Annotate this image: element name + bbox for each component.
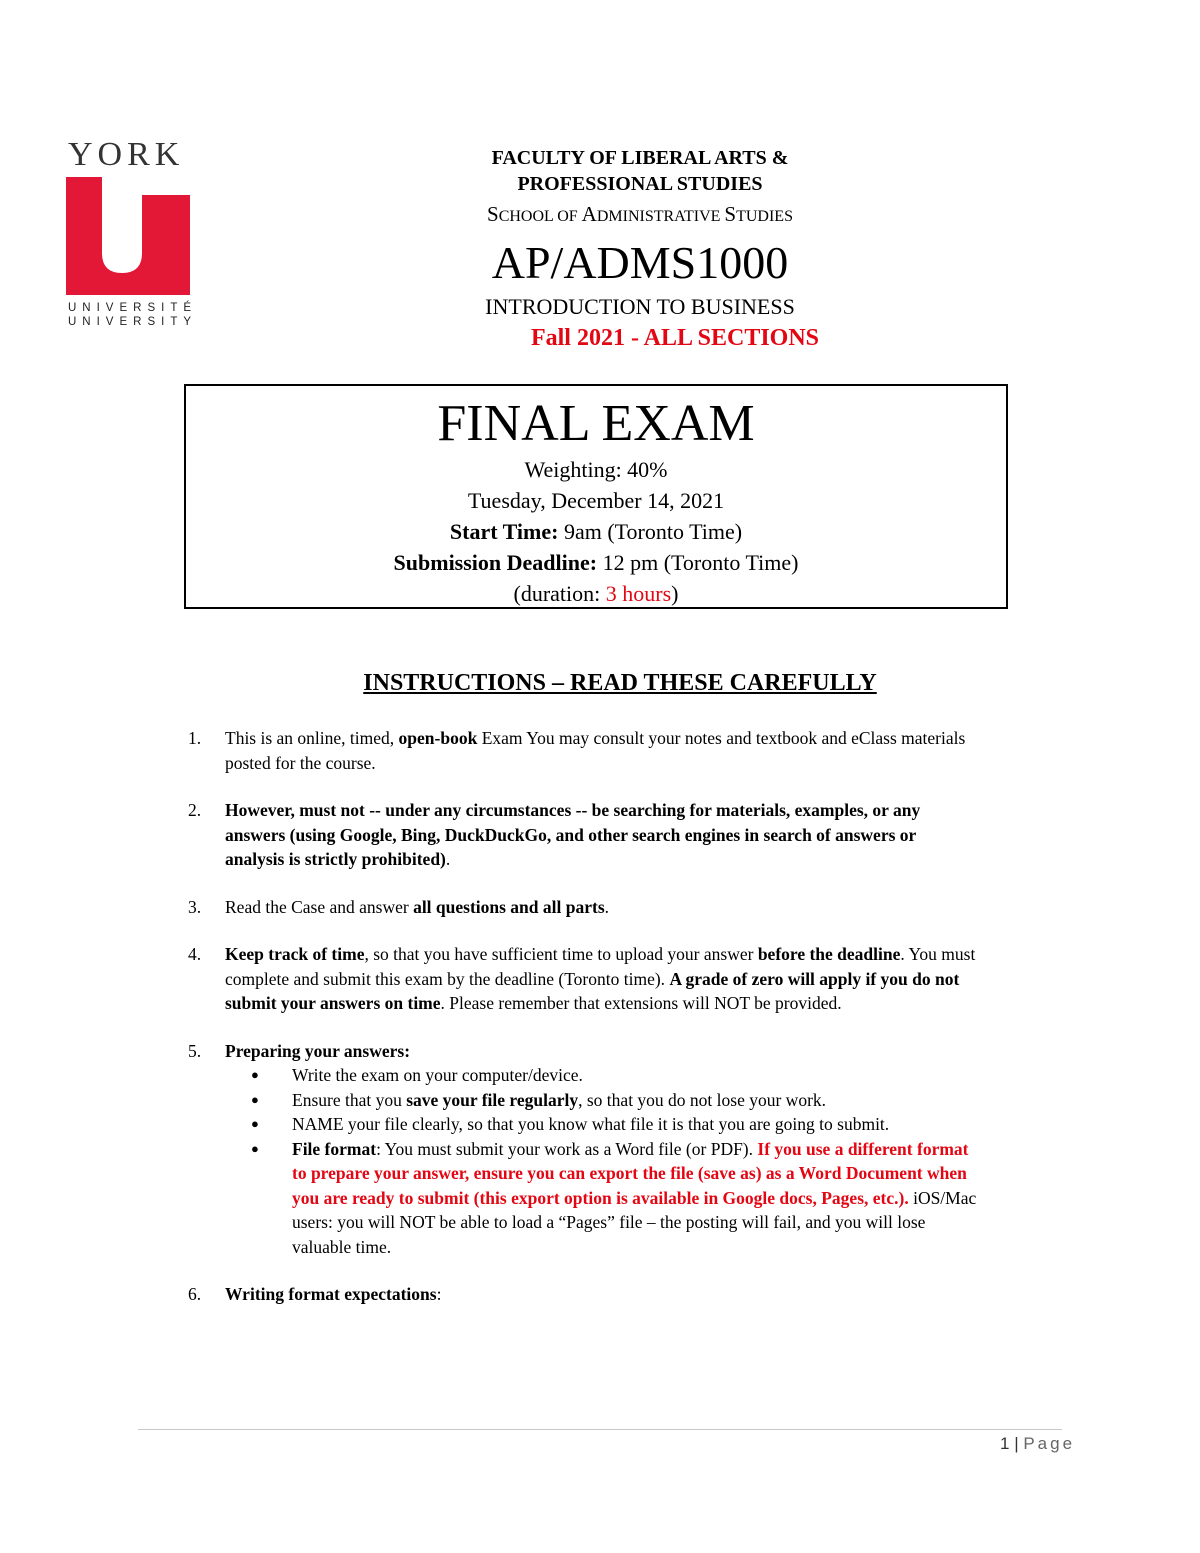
duration-value: 3 hours	[605, 581, 672, 606]
item-number: 2.	[188, 800, 202, 820]
term-label: Fall 2021 - ALL SECTIONS	[530, 325, 820, 351]
exam-info-box	[184, 384, 1008, 609]
school-small-caps-3: TUDIES	[736, 208, 793, 225]
bullet-bold: save your file regularly	[406, 1089, 579, 1110]
bullet-icon: ●	[251, 1067, 259, 1082]
page-label: Page	[1023, 1434, 1076, 1453]
item-number: 6.	[188, 1284, 202, 1304]
bullet-icon: ●	[251, 1116, 259, 1131]
bullet-item	[225, 1112, 978, 1137]
exam-title: FINAL EXAM	[437, 395, 755, 452]
item-number: 5.	[188, 1040, 202, 1061]
instruction-item-1	[188, 726, 978, 775]
duration-open: (duration:	[513, 581, 606, 606]
exam-duration	[186, 578, 1006, 609]
faculty-line-2: PROFESSIONAL STUDIES	[517, 173, 763, 195]
instruction-item-5	[188, 1039, 978, 1260]
school-small-caps-2: DMINISTRATIVE	[596, 208, 725, 225]
exam-weighting: Weighting: 40%	[524, 457, 668, 482]
course-code: AP/ADMS1000	[491, 237, 789, 288]
i1-text-b: open-book	[398, 728, 478, 748]
instruction-item-6	[188, 1282, 978, 1307]
school-name	[390, 201, 890, 230]
duration-close: )	[671, 581, 679, 606]
exam-date: Tuesday, December 14, 2021	[467, 488, 725, 513]
i4-text-e: A grade of zero will apply if you do not submit your answers on time	[225, 968, 960, 1013]
i4-text-a: Keep track of time	[225, 944, 365, 964]
item-number: 3.	[188, 896, 202, 917]
i5-label: Preparing your answers:	[225, 1040, 411, 1061]
faculty-line-1: FACULTY OF LIBERAL ARTS &	[491, 147, 789, 169]
school-cap-s: S	[487, 202, 499, 226]
bullet-item	[225, 1088, 978, 1113]
instruction-item-3	[188, 895, 978, 920]
exam-start-time	[186, 516, 1006, 547]
logo-york-text: YORK	[68, 136, 185, 173]
deadline-value: 12 pm (Toronto Time)	[597, 550, 799, 575]
item-number: 4.	[188, 944, 202, 964]
exam-deadline	[186, 547, 1006, 578]
bullet-item	[225, 1137, 978, 1260]
item-number: 1.	[188, 728, 202, 748]
page-number: 1	[1000, 1434, 1010, 1453]
start-time-label: Start Time:	[449, 519, 559, 544]
footer-divider	[138, 1429, 1062, 1430]
bullet-item	[225, 1063, 978, 1088]
i1-text-c: Exam You may consult your notes and textbook and eClass materials posted for the course.	[225, 728, 966, 773]
instructions-list	[188, 726, 978, 1330]
bullet-icon: ●	[251, 1091, 259, 1107]
york-university-logo	[66, 136, 198, 329]
deadline-label: Submission Deadline:	[393, 550, 598, 575]
i4-text-f: . Please remember that extensions will NOT be provided.	[440, 993, 842, 1013]
faculty-heading	[390, 145, 890, 197]
logo-universite-text: UNIVERSITÉ	[68, 302, 198, 314]
i4-text-b: , so that you have sufficient time to upload your answer	[364, 944, 758, 964]
i3-text-c: .	[604, 896, 610, 917]
instruction-item-4	[188, 942, 978, 1016]
logo-u-mark	[66, 177, 190, 295]
page-separator: |	[1009, 1434, 1024, 1453]
bullet-text: , so that you do not lose your work.	[578, 1089, 827, 1110]
school-cap-a: A	[581, 202, 597, 226]
preparing-answers-list	[225, 1063, 978, 1259]
i1-text-a: This is an online, timed,	[225, 728, 399, 748]
instruction-item-2	[188, 798, 978, 872]
start-time-value: 9am (Toronto Time)	[558, 519, 743, 544]
bullet-icon: ●	[251, 1140, 259, 1156]
i3-text-b: all questions and all parts	[413, 896, 605, 917]
bullet-bold: File format	[292, 1138, 377, 1159]
bullet-text: iOS/Mac users: you will NOT be able to load a “Pages” file – the posting will fail, and you will lose valuable time.	[292, 1187, 977, 1257]
logo-university-text: UNIVERSITY	[68, 316, 198, 328]
i3-text-a: Read the Case and answer	[225, 896, 414, 917]
bullet-warning: If you use a different format to prepare your answer, ensure you can export the file (save as) as a Word Document when you are ready to submit (this export option is available in Google docs, Pages, etc.).	[292, 1138, 969, 1208]
bullet-text: Ensure that you	[292, 1089, 407, 1110]
instructions-title: INSTRUCTIONS – READ THESE CAREFULLY	[363, 670, 877, 696]
bullet-text: Write the exam on your computer/device.	[292, 1065, 583, 1085]
school-cap-s2: S	[724, 202, 737, 226]
i4-text-c: before the deadline	[757, 944, 901, 964]
i6-label: Writing format expectations	[225, 1284, 437, 1304]
i4-text-d: . You must complete and submit this exam by the deadline (Toronto time).	[225, 944, 976, 989]
bullet-text: : You must submit your work as a Word file (or PDF).	[376, 1138, 758, 1159]
i6-colon: :	[436, 1284, 442, 1304]
page-footer	[1000, 1434, 1076, 1454]
course-title: INTRODUCTION TO BUSINESS	[485, 294, 795, 319]
school-small-caps-1: CHOOL OF	[498, 208, 582, 225]
i2-text-a: However, must not -- under any circumstances -- be searching for materials, examples, or any answers (using Google, Bing, DuckDuckGo, and other search engines in search of answers or analysis is strictly prohibited)	[225, 800, 921, 869]
bullet-text: NAME your file clearly, so that you know what file it is that you are going to submit.	[292, 1114, 890, 1134]
i2-text-b: .	[445, 849, 451, 869]
